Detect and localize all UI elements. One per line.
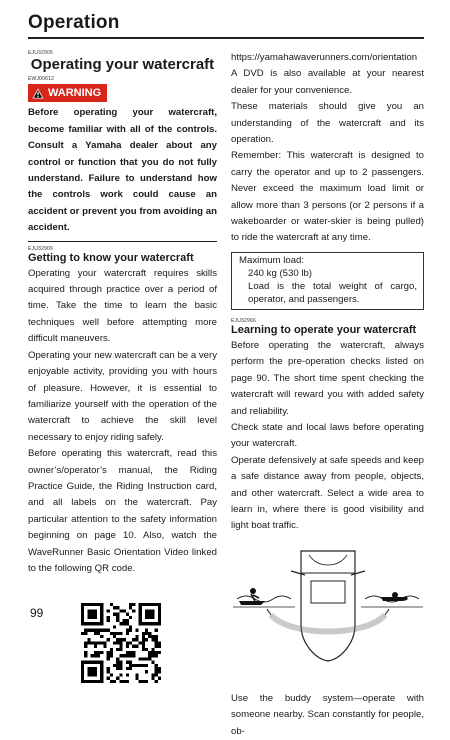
section-title: Operating your watercraft (30, 56, 215, 73)
paragraph: Operate defensively at safe speeds and keep a safe distance away from people, objects, and other watercraft. Select a wide area to learn in, where there is good visibility and light boat traffic. (231, 454, 424, 532)
page-title: Operation (28, 12, 120, 33)
subsection-title: Learning to operate your watercraft (231, 323, 417, 336)
paragraph: Check state and local laws before operating your watercraft. (231, 421, 424, 450)
warning-text: Before operating your watercraft, become familiar with all of the controls. Consult a Yamaha dealer about any control or function that you do not fully understand. Failure to understand how the controls work could cause an accident or prevent you from avoiding an accident. (28, 107, 217, 234)
ref-code: EJU32905 (28, 50, 53, 56)
ref-code: EWJ00612 (28, 76, 55, 82)
paragraph: Operating your watercraft requires skills acquired through practice over a period of time. Take the time to learn the basic techniques well before attempting more difficult maneuvers. (28, 267, 217, 345)
load-label: Maximum load: (239, 254, 305, 266)
paragraph: These materials should give you an understanding of the watercraft and its operation. (231, 101, 424, 146)
paragraph: Remember: This watercraft is designed to carry the operator and up to 2 passengers. Never exceed the maximum load limit or allow more than 3 persons (or 2 persons if a wakeboarder or water-skier is being pulled) to ride the watercraft at any time. (231, 150, 424, 244)
header-rule (28, 37, 424, 39)
subsection-title: Getting to know your watercraft (28, 251, 194, 264)
left-column (28, 50, 217, 690)
right-column (231, 50, 424, 740)
warning-triangle-icon (32, 88, 44, 99)
paragraph: Before operating the watercraft, always perform the pre-operation checks listed on page 90. The short time spent checking the watercraft will reward you with added safety and reliability. (231, 339, 424, 417)
paragraph: Use the buddy system—operate with someone nearby. Scan constantly for people, ob- (231, 692, 424, 737)
warning-badge (28, 84, 107, 102)
paragraph: Before operating this watercraft, read this owner’s/operator’s manual, the Riding Practice Guide, the Riding Instruction card, and all labels on the watercraft. Pay particular attention to the safety information beginning on page 10. Also, watch the WaveRunner Basic Orientation Video linked to the following QR code. (28, 448, 217, 574)
ref-code: EJU32909 (28, 245, 53, 252)
page-header (28, 12, 424, 39)
divider (28, 241, 217, 242)
load-value: 240 kg (530 lb) (248, 267, 312, 279)
paragraph: A DVD is also available at your nearest dealer for your convenience. (231, 68, 424, 96)
warning-label: WARNING (48, 87, 102, 99)
watercraft-illustration (231, 545, 424, 665)
ref-code: EJU32966 (231, 317, 256, 324)
page-number: 99 (30, 606, 44, 620)
qr-code[interactable] (81, 603, 161, 683)
max-load-box (231, 252, 424, 310)
orientation-url[interactable]: https://yamahawaverunners.com/orientation (231, 52, 418, 63)
load-note: Load is the total weight of cargo, operator, and passengers. (248, 280, 417, 305)
paragraph: Operating your new watercraft can be a very enjoyable activity, providing you with hours of pleasure. However, it is essential to familiarize yourself with the operation of the watercraft to achieve the skill level necessary to enjoy riding safely. (28, 349, 217, 443)
